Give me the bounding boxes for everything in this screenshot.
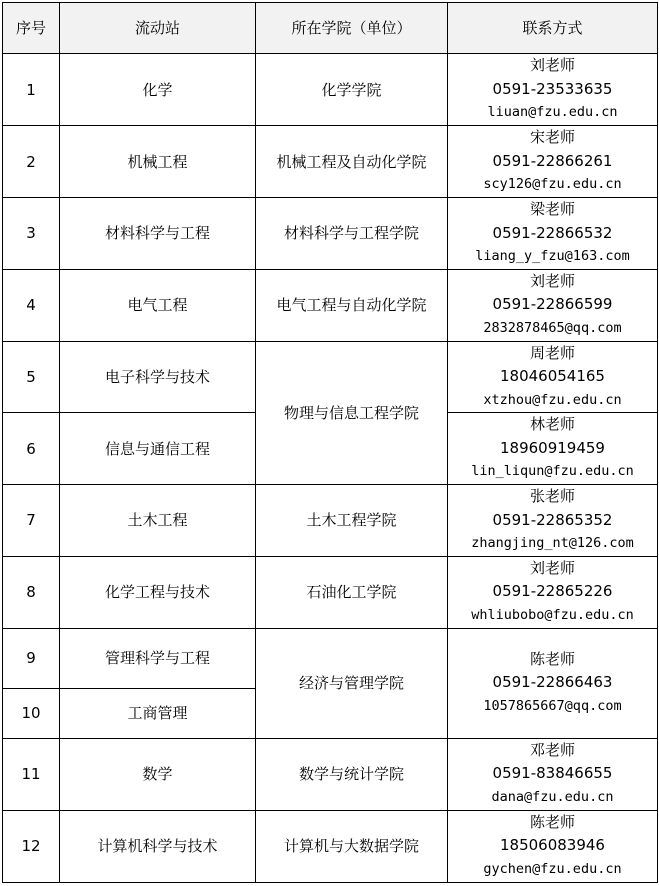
row-index: 9 (3, 628, 60, 688)
row-index: 3 (3, 198, 60, 270)
row-index: 1 (3, 54, 60, 126)
header-index: 序号 (3, 3, 60, 54)
table-row (3, 485, 658, 557)
contact-cell (448, 341, 658, 413)
table-row (3, 54, 658, 126)
contact-phone: 18046054165 (500, 367, 605, 385)
contact-cell (448, 269, 658, 341)
contact-email: xtzhou@fzu.edu.cn (483, 391, 622, 408)
contact-name: 刘老师 (529, 558, 575, 577)
contact-email: gychen@fzu.edu.cn (483, 860, 622, 877)
contact-cell (448, 556, 658, 628)
contact-phone: 18506083946 (500, 836, 605, 855)
contact-email: liuan@fzu.edu.cn (487, 104, 618, 121)
postdoc-station-table (2, 2, 658, 883)
contact-name: 梁老师 (529, 200, 575, 218)
contact-cell (448, 126, 658, 198)
contact-name: 宋老师 (529, 128, 575, 147)
table-row (3, 269, 658, 341)
contact-phone: 0591-22865352 (492, 510, 613, 529)
contact-name: 周老师 (529, 343, 575, 362)
college-cell: 机械工程及自动化学院 (256, 126, 448, 198)
table-row (3, 738, 658, 810)
table-row (3, 810, 658, 882)
contact-cell (448, 198, 658, 270)
contact-cell (448, 413, 658, 485)
contact-email: 2832878465@qq.com (483, 319, 622, 336)
station-cell: 机械工程 (60, 126, 256, 198)
contact-name: 刘老师 (529, 56, 575, 75)
station-cell: 土木工程 (60, 485, 256, 557)
college-cell: 数学与统计学院 (256, 738, 448, 810)
header-contact: 联系方式 (448, 3, 658, 54)
row-index: 7 (3, 485, 60, 557)
contact-name: 林老师 (529, 415, 575, 434)
table-row (3, 126, 658, 198)
college-cell: 计算机与大数据学院 (256, 810, 448, 882)
station-cell: 电子科学与技术 (60, 341, 256, 413)
contact-name: 陈老师 (529, 812, 575, 831)
college-cell: 经济与管理学院 (256, 628, 448, 738)
station-cell: 电气工程 (60, 269, 256, 341)
contact-email: whliubobo@fzu.edu.cn (471, 606, 634, 623)
row-index: 4 (3, 269, 60, 341)
contact-cell (448, 628, 658, 738)
table-row (3, 341, 658, 413)
row-index: 12 (3, 810, 60, 882)
contact-email: scy126@fzu.edu.cn (483, 176, 622, 193)
station-cell: 信息与通信工程 (60, 413, 256, 485)
row-index: 2 (3, 126, 60, 198)
station-cell: 材料科学与工程 (60, 198, 256, 270)
contact-phone: 0591-22866599 (492, 295, 613, 314)
contact-name: 刘老师 (529, 271, 575, 290)
station-cell: 管理科学与工程 (60, 628, 256, 688)
table-header-row (3, 3, 658, 54)
contact-name: 张老师 (529, 487, 575, 505)
contact-email: 1057865667@qq.com (483, 697, 622, 714)
contact-email: dana@fzu.edu.cn (491, 788, 614, 805)
contact-name: 陈老师 (529, 649, 575, 668)
station-cell: 工商管理 (60, 688, 256, 738)
station-cell: 计算机科学与技术 (60, 810, 256, 882)
contact-cell (448, 485, 658, 557)
contact-email: lin_liqun@fzu.edu.cn (471, 463, 634, 480)
contact-phone: 0591-83846655 (492, 764, 613, 783)
contact-phone: 0591-22866463 (492, 673, 613, 692)
contact-cell (448, 738, 658, 810)
college-cell: 石油化工学院 (256, 556, 448, 628)
row-index: 11 (3, 738, 60, 810)
college-cell: 土木工程学院 (256, 485, 448, 557)
contact-phone: 18960919459 (500, 438, 605, 457)
college-cell: 物理与信息工程学院 (256, 341, 448, 485)
contact-name: 邓老师 (529, 740, 575, 759)
table-row (3, 198, 658, 270)
table-row (3, 556, 658, 628)
station-cell: 化学 (60, 54, 256, 126)
contact-phone: 0591-22866261 (492, 151, 613, 170)
contact-cell (448, 810, 658, 882)
station-cell: 化学工程与技术 (60, 556, 256, 628)
contact-email: liang_y_fzu@163.com (475, 248, 630, 264)
header-college: 所在学院（单位） (256, 3, 448, 54)
header-station: 流动站 (60, 3, 256, 54)
contact-phone: 0591-22866532 (492, 223, 613, 242)
table-row (3, 628, 658, 688)
contact-email: zhangjing_nt@126.com (471, 535, 634, 551)
contact-phone: 0591-22865226 (492, 582, 613, 601)
row-index: 8 (3, 556, 60, 628)
college-cell: 电气工程与自动化学院 (256, 269, 448, 341)
station-cell: 数学 (60, 738, 256, 810)
row-index: 5 (3, 341, 60, 413)
row-index: 10 (3, 688, 60, 738)
contact-phone: 0591-23533635 (492, 79, 613, 98)
row-index: 6 (3, 413, 60, 485)
contact-cell (448, 54, 658, 126)
college-cell: 材料科学与工程学院 (256, 198, 448, 270)
college-cell: 化学学院 (256, 54, 448, 126)
